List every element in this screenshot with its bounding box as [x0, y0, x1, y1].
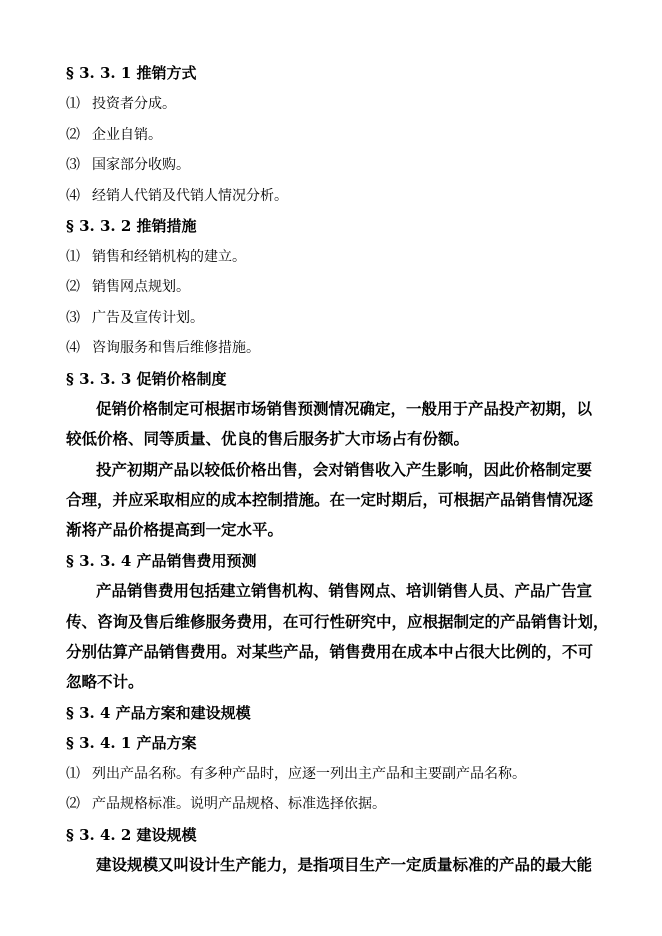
list-number: ⑴ [66, 249, 80, 265]
section-heading-3-4: § 3. 4 产品方案和建设规模 [66, 704, 251, 722]
paragraph-line: 分别估算产品销售费用。对某些产品，销售费用在成本中占很大比例的，不可 [66, 642, 594, 661]
paragraph-line: 产品销售费用包括建立销售机构、销售网点、培训销售人员、产品广告宣 [96, 581, 593, 600]
list-item [66, 338, 260, 358]
list-number: ⑴ [66, 96, 80, 112]
paragraph-line: 合理，并应采取相应的成本控制措施。在一定时期后，可根据产品销售情况逐 [66, 490, 594, 509]
paragraph-line: 建设规模又叫设计生产能力，是指项目生产一定质量标准的产品的最大能 [96, 855, 593, 874]
list-number: ⑶ [66, 310, 80, 326]
list-number: ⑵ [66, 127, 80, 143]
list-text: 销售网点规划。 [92, 279, 190, 295]
section-heading-3-3-1: § 3. 3. 1 推销方式 [66, 64, 197, 82]
paragraph-line: 投产初期产品以较低价格出售，会对销售收入产生影响，因此价格制定要 [96, 460, 593, 479]
list-item [66, 308, 204, 328]
list-number: ⑷ [66, 188, 80, 204]
list-item [66, 247, 246, 267]
paragraph-line: 促销价格制定可根据市场销售预测情况确定，一般用于产品投产初期，以 [96, 399, 593, 418]
list-text: 企业自销。 [92, 127, 162, 143]
paragraph-line: 渐将产品价格提高到一定水平。 [66, 520, 284, 539]
section-heading-3-4-1: § 3. 4. 1 产品方案 [66, 734, 197, 752]
list-text: 咨询服务和售后维修措施。 [92, 340, 260, 356]
list-item [66, 125, 162, 145]
paragraph-line: 忽略不计。 [66, 672, 144, 691]
list-item [66, 277, 190, 297]
section-heading-3-3-4: § 3. 3. 4 产品销售费用预测 [66, 552, 257, 570]
section-heading-3-3-3: § 3. 3. 3 促销价格制度 [66, 370, 227, 388]
list-number: ⑵ [66, 279, 80, 295]
list-number: ⑶ [66, 157, 80, 173]
list-text: 经销人代销及代销人情况分析。 [92, 188, 288, 204]
section-heading-3-4-2: § 3. 4. 2 建设规模 [66, 826, 197, 844]
list-number: ⑵ [66, 796, 80, 812]
list-text: 产品规格标准。说明产品规格、标准选择依据。 [92, 796, 386, 812]
list-item [66, 155, 190, 175]
list-item [66, 94, 176, 114]
list-item [66, 794, 386, 814]
list-text: 国家部分收购。 [92, 157, 190, 173]
list-text: 广告及宣传计划。 [92, 310, 204, 326]
list-number: ⑷ [66, 340, 80, 356]
paragraph-line: 较低价格、同等质量、优良的售后服务扩大市场占有份额。 [66, 429, 470, 448]
section-heading-3-3-2: § 3. 3. 2 推销措施 [66, 217, 197, 235]
list-number: ⑴ [66, 766, 80, 782]
list-item [66, 186, 288, 206]
paragraph-line: 传、咨询及售后维修服务费用，在可行性研究中，应根据制定的产品销售计划， [66, 612, 609, 631]
list-item [66, 764, 526, 784]
list-text: 销售和经销机构的建立。 [92, 249, 246, 265]
list-text: 投资者分成。 [92, 96, 176, 112]
list-text: 列出产品名称。有多种产品时，应逐一列出主产品和主要副产品名称。 [92, 766, 526, 782]
